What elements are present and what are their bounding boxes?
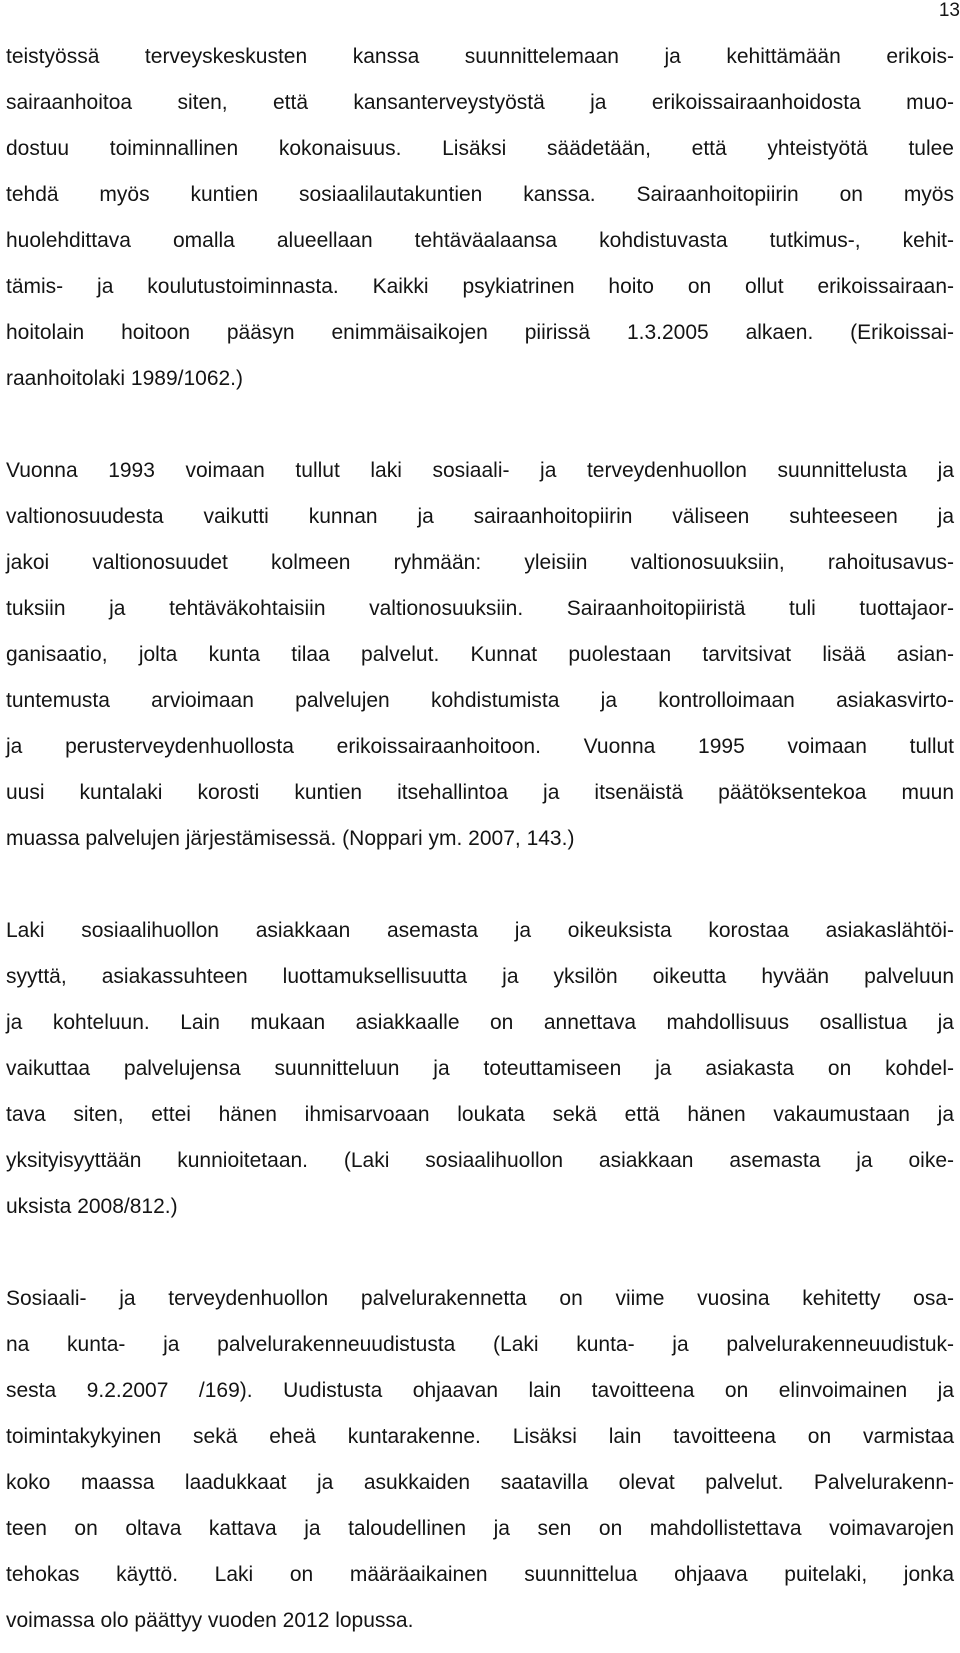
text-line: valtionosuudesta vaikutti kunnan ja sairaanhoitopiirin väliseen suhteeseen ja bbox=[6, 505, 954, 528]
text-line: teistyössä terveyskeskusten kanssa suunnittelemaan ja kehittämään erikois- bbox=[6, 45, 954, 68]
text-line: tämis- ja koulutustoiminnasta. Kaikki psykiatrinen hoito on ollut erikoissairaan- bbox=[6, 275, 954, 298]
text-line: Laki sosiaalihuollon asiakkaan asemasta ja oikeuksista korostaa asiakaslähtöi- bbox=[6, 919, 954, 942]
text-line: koko maassa laadukkaat ja asukkaiden saatavilla olevat palvelut. Palvelurakenn- bbox=[6, 1471, 954, 1494]
text-line: toimintakykyinen sekä eheä kuntarakenne. Lisäksi lain tavoitteena on varmistaa bbox=[6, 1425, 954, 1448]
text-line: jakoi valtionosuudet kolmeen ryhmään: yleisiin valtionosuuksiin, rahoitusavus- bbox=[6, 551, 954, 574]
text-line: tava siten, ettei hänen ihmisarvoaan loukata sekä että hänen vakaumustaan ja bbox=[6, 1103, 954, 1126]
text-line: ja kohteluun. Lain mukaan asiakkaalle on annettava mahdollisuus osallistua ja bbox=[6, 1011, 954, 1034]
text-line: vaikuttaa palvelujensa suunnitteluun ja toteuttamiseen ja asiakasta on kohdel- bbox=[6, 1057, 954, 1080]
paragraph-3 bbox=[6, 908, 954, 1230]
text-line: huolehdittava omalla alueellaan tehtäväalaansa kohdistuvasta tutkimus-, kehit- bbox=[6, 229, 954, 252]
paragraph-2 bbox=[6, 448, 954, 862]
text-line: muassa palvelujen järjestämisessä. (Noppari ym. 2007, 143.) bbox=[6, 827, 575, 850]
text-line: tehokas käyttö. Laki on määräaikainen suunnittelua ohjaava puitelaki, jonka bbox=[6, 1563, 954, 1586]
page-number: 13 bbox=[938, 0, 960, 21]
text-line: na kunta- ja palvelurakenneuudistusta (Laki kunta- ja palvelurakenneuudistuk- bbox=[6, 1333, 954, 1356]
text-line: voimassa olo päättyy vuoden 2012 lopussa. bbox=[6, 1609, 414, 1632]
text-line: tuksiin ja tehtäväkohtaisiin valtionosuuksiin. Sairaanhoitopiiristä tuli tuottajaor- bbox=[6, 597, 954, 620]
text-line: uksista 2008/812.) bbox=[6, 1195, 178, 1218]
text-line: ja perusterveydenhuollosta erikoissairaanhoitoon. Vuonna 1995 voimaan tullut bbox=[6, 735, 954, 758]
text-line: syyttä, asiakassuhteen luottamuksellisuutta ja yksilön oikeutta hyvään palveluun bbox=[6, 965, 954, 988]
text-line: teen on oltava kattava ja taloudellinen ja sen on mahdollistettava voimavarojen bbox=[6, 1517, 954, 1540]
paragraph-1 bbox=[6, 34, 954, 402]
paragraph-4 bbox=[6, 1276, 954, 1644]
text-line: hoitolain hoitoon pääsyn enimmäisaikojen piirissä 1.3.2005 alkaen. (Erikoissai- bbox=[6, 321, 954, 344]
text-line: tehdä myös kuntien sosiaalilautakuntien kanssa. Sairaanhoitopiirin on myös bbox=[6, 183, 954, 206]
text-line: yksityisyyttään kunnioitetaan. (Laki sosiaalihuollon asiakkaan asemasta ja oike- bbox=[6, 1149, 954, 1172]
text-line: uusi kuntalaki korosti kuntien itsehallintoa ja itsenäistä päätöksentekoa muun bbox=[6, 781, 954, 804]
text-line: tuntemusta arvioimaan palvelujen kohdistumista ja kontrolloimaan asiakasvirto- bbox=[6, 689, 954, 712]
paragraph-spacer bbox=[6, 862, 954, 908]
text-line: raanhoitolaki 1989/1062.) bbox=[6, 367, 244, 390]
document-body bbox=[6, 34, 954, 1644]
text-line: sesta 9.2.2007 /169). Uudistusta ohjaavan lain tavoitteena on elinvoimainen ja bbox=[6, 1379, 954, 1402]
text-line: Sosiaali- ja terveydenhuollon palvelurakennetta on viime vuosina kehitetty osa- bbox=[6, 1287, 954, 1310]
text-line: sairaanhoitoa siten, että kansanterveystyöstä ja erikoissairaanhoidosta muo- bbox=[6, 91, 954, 114]
paragraph-spacer bbox=[6, 1230, 954, 1276]
text-line: ganisaatio, jolta kunta tilaa palvelut. Kunnat puolestaan tarvitsivat lisää asian- bbox=[6, 643, 954, 666]
paragraph-spacer bbox=[6, 402, 954, 448]
text-line: dostuu toiminnallinen kokonaisuus. Lisäksi säädetään, että yhteistyötä tulee bbox=[6, 137, 954, 160]
text-line: Vuonna 1993 voimaan tullut laki sosiaali- ja terveydenhuollon suunnittelusta ja bbox=[6, 459, 954, 482]
